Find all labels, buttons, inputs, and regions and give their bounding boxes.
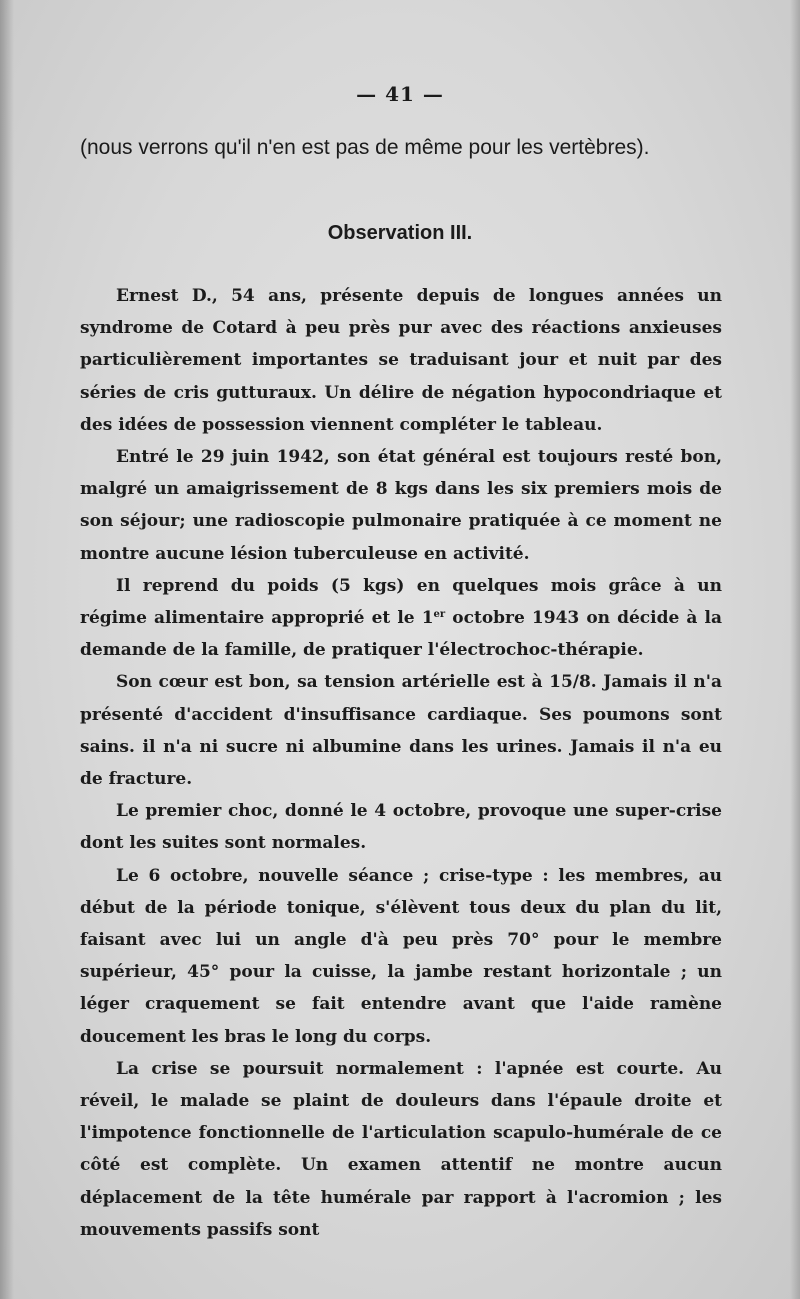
paragraph-5: Le premier choc, donné le 4 octobre, provoque une super-crise dont les suites sont normales. bbox=[80, 801, 722, 854]
lead-paragraph: (nous verrons qu'il n'en est pas de même pour les vertèbres). bbox=[80, 136, 650, 159]
paragraph-4: Son cœur est bon, sa tension artérielle est à 15/8. Jamais il n'a présenté d'accident d'insuffisance cardiaque. Ses poumons sont sains. il n'a ni sucre ni albumine dans les urines. Jamais il n'a eu de fracture. bbox=[80, 672, 722, 790]
paragraph-2: Entré le 29 juin 1942, son état général est toujours resté bon, malgré un amaigrissement de 8 kgs dans les six premiers mois de son séjour; une radioscopie pulmonaire pratiquée à ce moment ne montre aucune lésion tuberculeuse en activité. bbox=[80, 447, 722, 564]
paragraph-3-text-b: octobre 1943 on décide à la demande de la famille, de pratiquer l'électrochoc-thérapie. bbox=[80, 608, 722, 661]
paragraph-3 bbox=[80, 570, 722, 667]
ordinal-superscript: er bbox=[433, 609, 446, 621]
body-text bbox=[80, 280, 722, 1246]
section-heading: Observation III. bbox=[327, 222, 473, 244]
paragraph-7: La crise se poursuit normalement : l'apnée est courte. Au réveil, le malade se plaint de douleurs dans l'épaule droite et l'impotence fonctionnelle de l'articulation scapulo-humérale de ce côté est complète. Un examen attentif ne montre aucun déplacement de la tête humérale par rapport à l'acromion ; les mouvements passifs sont bbox=[80, 1058, 722, 1240]
paragraph-3-text-a: Il reprend du poids (5 kgs) en quelques mois grâce à un régime alimentaire approprié et le 1 bbox=[80, 575, 722, 629]
page-number: — 41 — bbox=[356, 82, 444, 106]
paragraph-6: Le 6 octobre, nouvelle séance ; crise-type : les membres, au début de la période tonique, s'élèvent tous deux du plan du lit, faisant avec lui un angle d'à peu près 70° pour le membre supérieur, 45° pour la cuisse, la jambe restant horizontale ; un léger craquement se fait entendre avant que l'aide ramène doucement les bras le long du corps. bbox=[80, 865, 722, 1047]
paragraph-1: Ernest D., 54 ans, présente depuis de longues années un syndrome de Cotard à peu près pur avec des réactions anxieuses particulièrement importantes se traduisant jour et nuit par des séries de cris gutturaux. Un délire de négation hypocondriaque et des idées de possession viennent compléter le tableau. bbox=[80, 286, 722, 435]
